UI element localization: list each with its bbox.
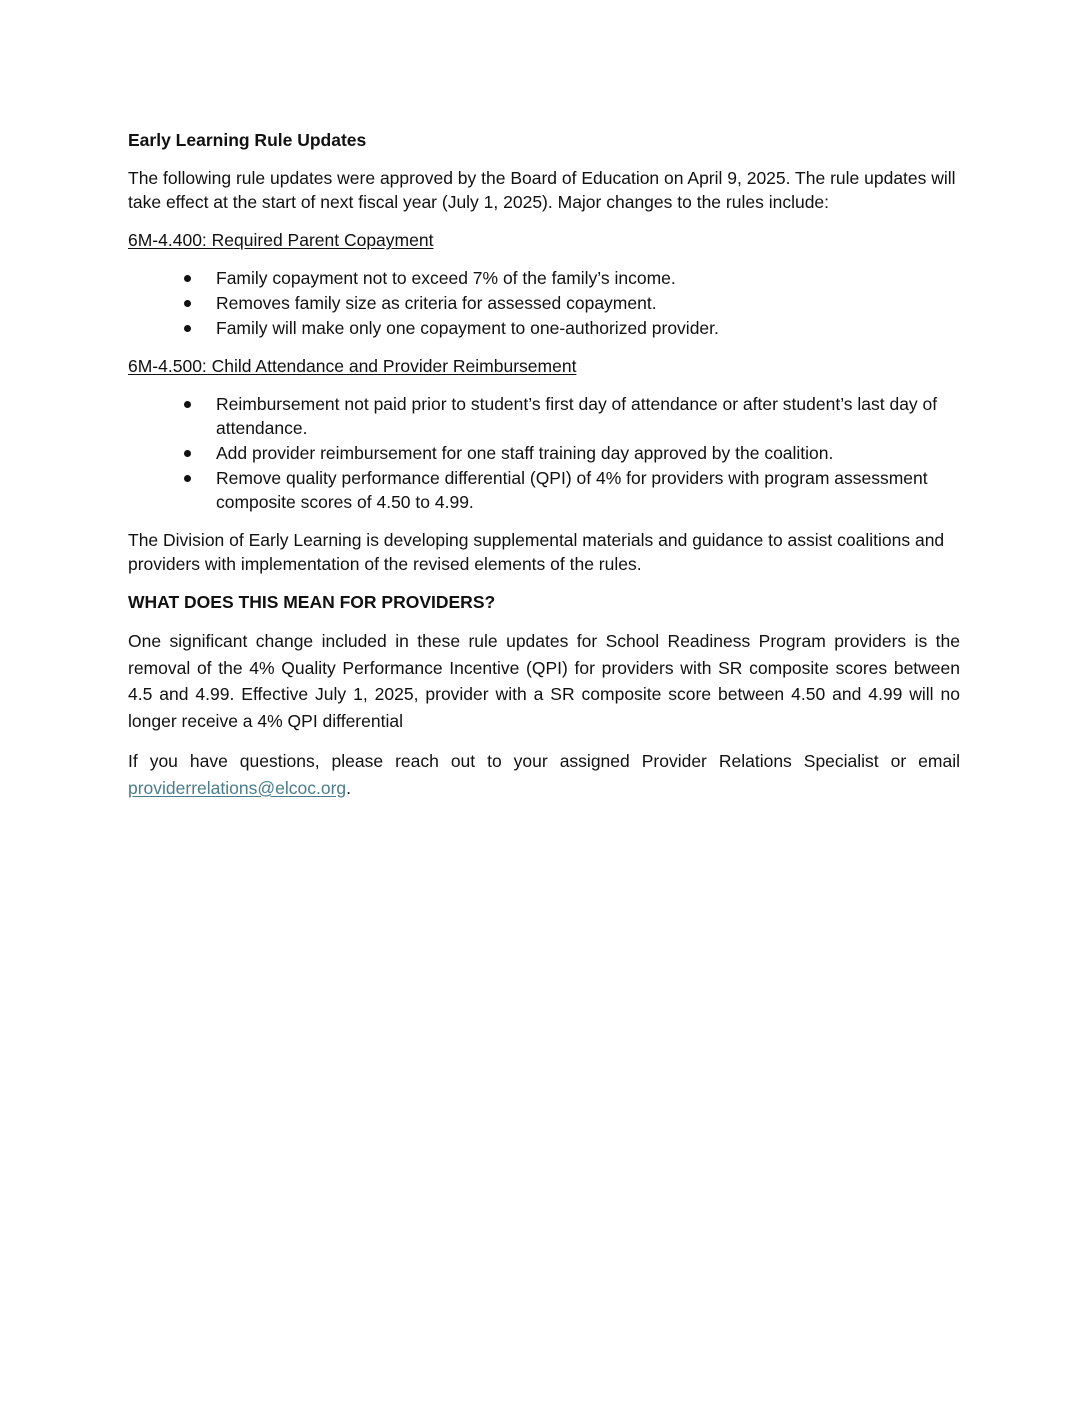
bullet-icon — [184, 300, 191, 307]
division-paragraph: The Division of Early Learning is developing supplemental materials and guidance to assist coalitions and providers with implementation of the revised elements of the rules. — [128, 530, 945, 574]
copayment-bullet-list — [128, 266, 960, 340]
list-item-text: Remove quality performance differential (QPI) of 4% for providers with program assessment composite scores of 4.50 to 4.99. — [216, 468, 928, 512]
intro-paragraph: The following rule updates were approved by the Board of Education on April 9, 2025. The rule updates will take effect at the start of next fiscal year (July 1, 2025). Major changes to the rules include: — [128, 168, 956, 212]
section-heading-copayment: 6M-4.400: Required Parent Copayment — [128, 230, 434, 250]
providers-paragraph: One significant change included in these rule updates for School Readiness Program providers is the removal of the 4% Quality Performance Incentive (QPI) for providers with SR composite scores between 4.5 and 4.99. Effective July 1, 2025, provider with a SR composite score between 4.50 and 4.99 will no longer receive a 4% QPI differential — [128, 631, 960, 731]
document-title: Early Learning Rule Updates — [128, 130, 367, 150]
section-heading-attendance: 6M-4.500: Child Attendance and Provider Reimbursement — [128, 356, 577, 376]
list-item-text: Reimbursement not paid prior to student’s first day of attendance or after student’s last day of attendance. — [216, 394, 938, 438]
bullet-icon — [184, 401, 191, 408]
list-item — [128, 466, 960, 514]
bullet-icon — [184, 275, 191, 282]
list-item — [128, 441, 960, 465]
list-item-text: Family copayment not to exceed 7% of the family’s income. — [216, 268, 676, 288]
list-item — [128, 266, 960, 290]
list-item-text: Add provider reimbursement for one staff training day approved by the coalition. — [216, 443, 834, 463]
list-item — [128, 316, 960, 340]
bullet-icon — [184, 475, 191, 482]
attendance-bullet-list — [128, 392, 960, 514]
bullet-icon — [184, 450, 191, 457]
list-item — [128, 291, 960, 315]
bullet-icon — [184, 325, 191, 332]
contact-paragraph — [128, 748, 960, 801]
contact-end: . — [346, 777, 352, 798]
email-link[interactable]: providerrelations@elcoc.org — [128, 777, 347, 798]
list-item — [128, 392, 960, 440]
list-item-text: Removes family size as criteria for assessed copayment. — [216, 293, 657, 313]
contact-text: If you have questions, please reach out to your assigned Provider Relations Specialist or email — [128, 751, 960, 771]
providers-heading: WHAT DOES THIS MEAN FOR PROVIDERS? — [128, 592, 496, 612]
list-item-text: Family will make only one copayment to one-authorized provider. — [216, 318, 719, 338]
